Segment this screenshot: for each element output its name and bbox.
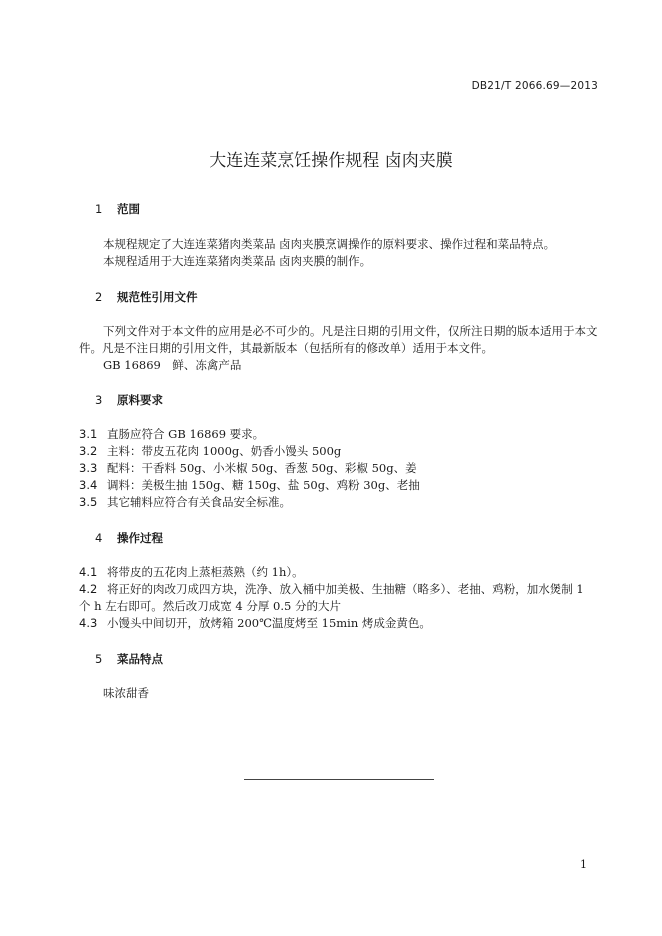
list-item xyxy=(79,564,304,580)
list-item-number: 3.1 xyxy=(79,427,98,441)
section-1-paragraph-2: 本规程适用于大连连菜猪肉类菜品 卤肉夹膜的制作。 xyxy=(103,254,372,268)
list-item xyxy=(79,615,431,631)
list-item xyxy=(79,443,341,459)
list-item xyxy=(79,426,264,442)
section-3-number: 3 xyxy=(95,393,103,407)
list-item-text: 小馒头中间切开，放烤箱 200℃温度烤至 15min 烤成金黄色。 xyxy=(107,616,431,630)
list-item-continuation: 个 h 左右即可。然后改刀成宽 4 分厚 0.5 分的大片 xyxy=(79,599,341,613)
page-number: 1 xyxy=(580,858,587,871)
list-item-number: 4.2 xyxy=(79,582,98,596)
list-item-number: 4.3 xyxy=(79,616,98,630)
section-3-heading xyxy=(95,392,163,408)
standard-code: DB21/T 2066.69—2013 xyxy=(471,80,598,92)
list-item xyxy=(79,460,417,476)
section-2-paragraph-line-1: 下列文件对于本文件的应用是必不可少的。凡是注日期的引用文件，仅所注日期的版本适用于本文 xyxy=(103,324,598,338)
section-1-number: 1 xyxy=(95,202,103,216)
section-2-paragraph-line-2: 件。凡是不注日期的引用文件，其最新版本（包括所有的修改单）适用于本文件。 xyxy=(79,341,493,355)
list-item-text: 将带皮的五花肉上蒸柜蒸熟（约 1h）。 xyxy=(107,565,304,579)
section-5-number: 5 xyxy=(95,652,103,666)
section-5-paragraph: 味浓甜香 xyxy=(103,686,149,700)
page-title: 大连连菜烹饪操作规程 卤肉夹膜 xyxy=(209,151,453,171)
list-item-number: 4.1 xyxy=(79,565,98,579)
list-item-text: 直肠应符合 GB 16869 要求。 xyxy=(107,427,265,441)
section-1-heading xyxy=(95,201,140,217)
section-2-number: 2 xyxy=(95,290,103,304)
list-item-number: 3.3 xyxy=(79,461,98,475)
section-3-title: 原料要求 xyxy=(117,393,163,407)
section-1-paragraph-1: 本规程规定了大连连菜猪肉类菜品 卤肉夹膜烹调操作的原料要求、操作过程和菜品特点。 xyxy=(103,237,556,251)
list-item xyxy=(79,494,291,510)
list-item xyxy=(79,581,584,597)
section-2-reference: GB 16869 鲜、冻禽产品 xyxy=(103,358,242,372)
list-item-number: 3.5 xyxy=(79,495,98,509)
list-item-number: 3.4 xyxy=(79,478,98,492)
section-5-title: 菜品特点 xyxy=(117,652,163,666)
list-item-text: 配料：干香料 50g、小米椒 50g、香葱 50g、彩椒 50g、姜 xyxy=(107,461,417,475)
section-1-title: 范围 xyxy=(117,202,140,216)
section-4-title: 操作过程 xyxy=(117,531,163,545)
list-item-text: 将正好的肉改刀成四方块，洗净、放入桶中加美极、生抽糖（略多）、老抽、鸡粉，加水煲制 1 xyxy=(107,582,584,596)
list-item-text: 其它辅料应符合有关食品安全标准。 xyxy=(107,495,291,509)
footer-divider xyxy=(244,779,434,780)
section-2-title: 规范性引用文件 xyxy=(117,290,198,304)
list-item-number: 3.2 xyxy=(79,444,98,458)
list-item-text: 主料：带皮五花肉 1000g、奶香小馒头 500g xyxy=(107,444,342,458)
section-4-number: 4 xyxy=(95,531,103,545)
section-4-heading xyxy=(95,530,163,546)
section-2-heading xyxy=(95,289,198,305)
list-item xyxy=(79,477,420,493)
list-item-text: 调料：美极生抽 150g、糖 150g、盐 50g、鸡粉 30g、老抽 xyxy=(107,478,420,492)
section-5-heading xyxy=(95,651,163,667)
